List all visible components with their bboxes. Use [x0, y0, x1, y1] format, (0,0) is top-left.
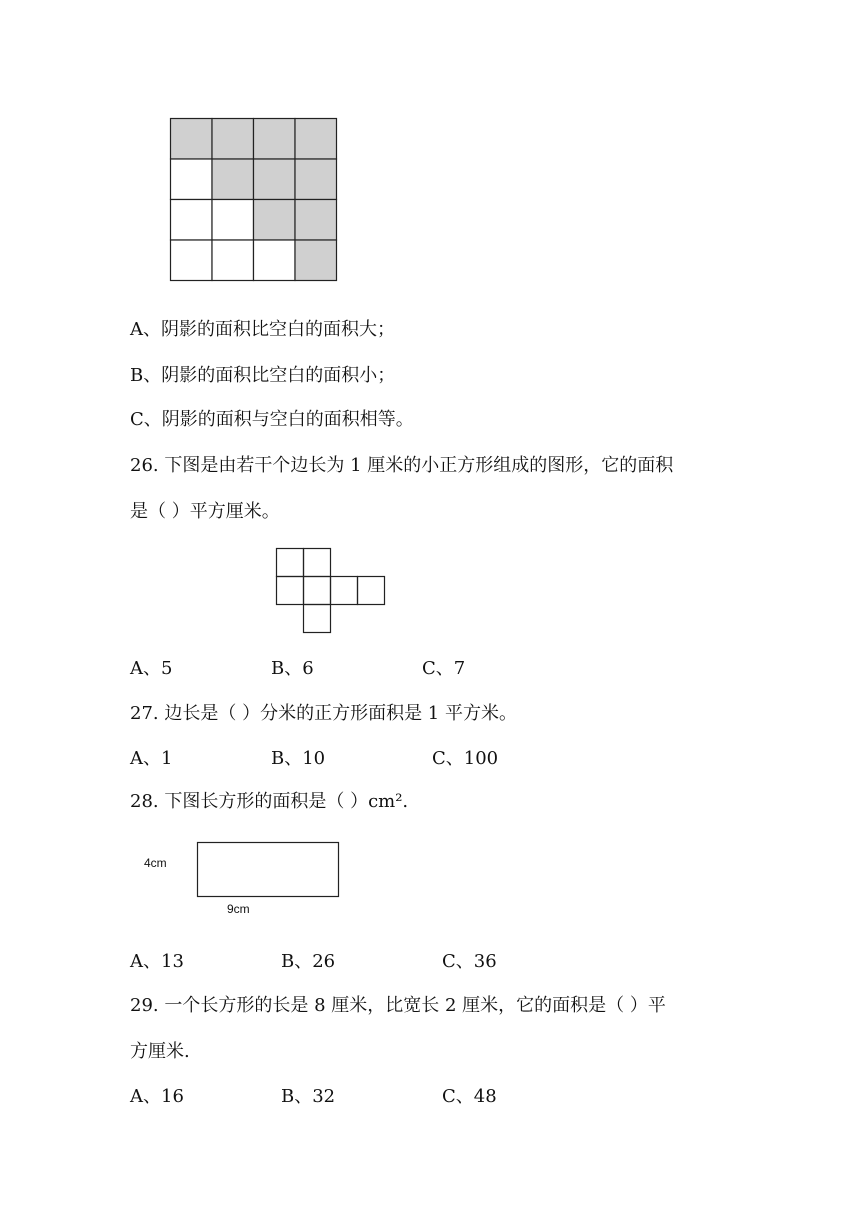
q25-option-b[interactable]: B、阴影的面积比空白的面积小；: [130, 365, 396, 386]
q29-option-c[interactable]: C、48: [442, 1086, 497, 1107]
unit-square: [304, 605, 331, 633]
unit-square: [304, 549, 331, 577]
q25-option-c[interactable]: C、阴影的面积与空白的面积相等。: [130, 409, 414, 430]
shaded-grid-figure: [170, 118, 338, 282]
q26-option-c[interactable]: C、7: [422, 658, 466, 679]
unit-square: [304, 577, 331, 605]
shaded-cell: [295, 159, 337, 200]
q29-question-line2: 方厘米.: [130, 1041, 190, 1062]
blank-cell: [212, 200, 254, 241]
rectangle-figure: [197, 842, 340, 898]
shaded-cell: [171, 119, 213, 160]
blank-cell: [171, 240, 213, 281]
q27-option-b[interactable]: B、10: [271, 748, 326, 769]
q28-option-a[interactable]: A、13: [130, 951, 184, 972]
blank-cell: [171, 200, 213, 241]
shaded-cell: [295, 119, 337, 160]
q29-option-a[interactable]: A、16: [130, 1086, 184, 1107]
unit-square: [277, 549, 304, 577]
unit-square: [358, 577, 385, 605]
blank-cell: [254, 240, 296, 281]
blank-cell: [171, 159, 213, 200]
q28-option-c[interactable]: C、36: [442, 951, 497, 972]
q28-option-b[interactable]: B、26: [281, 951, 336, 972]
q29-option-b[interactable]: B、32: [281, 1086, 336, 1107]
shaded-cell: [212, 159, 254, 200]
shaded-cell: [295, 240, 337, 281]
q26-question-line1: 26. 下图是由若干个边长为 1 厘米的小正方形组成的图形，它的面积: [130, 455, 674, 476]
q28-question: 28. 下图长方形的面积是（ ）cm².: [130, 791, 409, 812]
shaded-cell: [212, 119, 254, 160]
square-composite-figure: [276, 548, 386, 634]
q26-option-b[interactable]: B、6: [271, 658, 314, 679]
q25-option-a[interactable]: A、阴影的面积比空白的面积大；: [130, 319, 395, 340]
q27-option-a[interactable]: A、1: [130, 748, 173, 769]
q27-question: 27. 边长是（ ）分米的正方形面积是 1 平方米。: [130, 703, 517, 724]
shaded-cell: [295, 200, 337, 241]
q26-option-a[interactable]: A、5: [130, 658, 173, 679]
shaded-cell: [254, 159, 296, 200]
rectangle-height-label: 4cm: [144, 856, 167, 870]
shaded-cell: [254, 200, 296, 241]
q27-option-c[interactable]: C、100: [432, 748, 499, 769]
q29-question-line1: 29. 一个长方形的长是 8 厘米，比宽长 2 厘米，它的面积是（ ）平: [130, 995, 666, 1016]
unit-square: [277, 577, 304, 605]
blank-cell: [212, 240, 254, 281]
q26-question-line2: 是（ ）平方厘米。: [130, 501, 280, 522]
unit-square: [331, 577, 358, 605]
shaded-cell: [254, 119, 296, 160]
rectangle-width-label: 9cm: [227, 902, 250, 916]
